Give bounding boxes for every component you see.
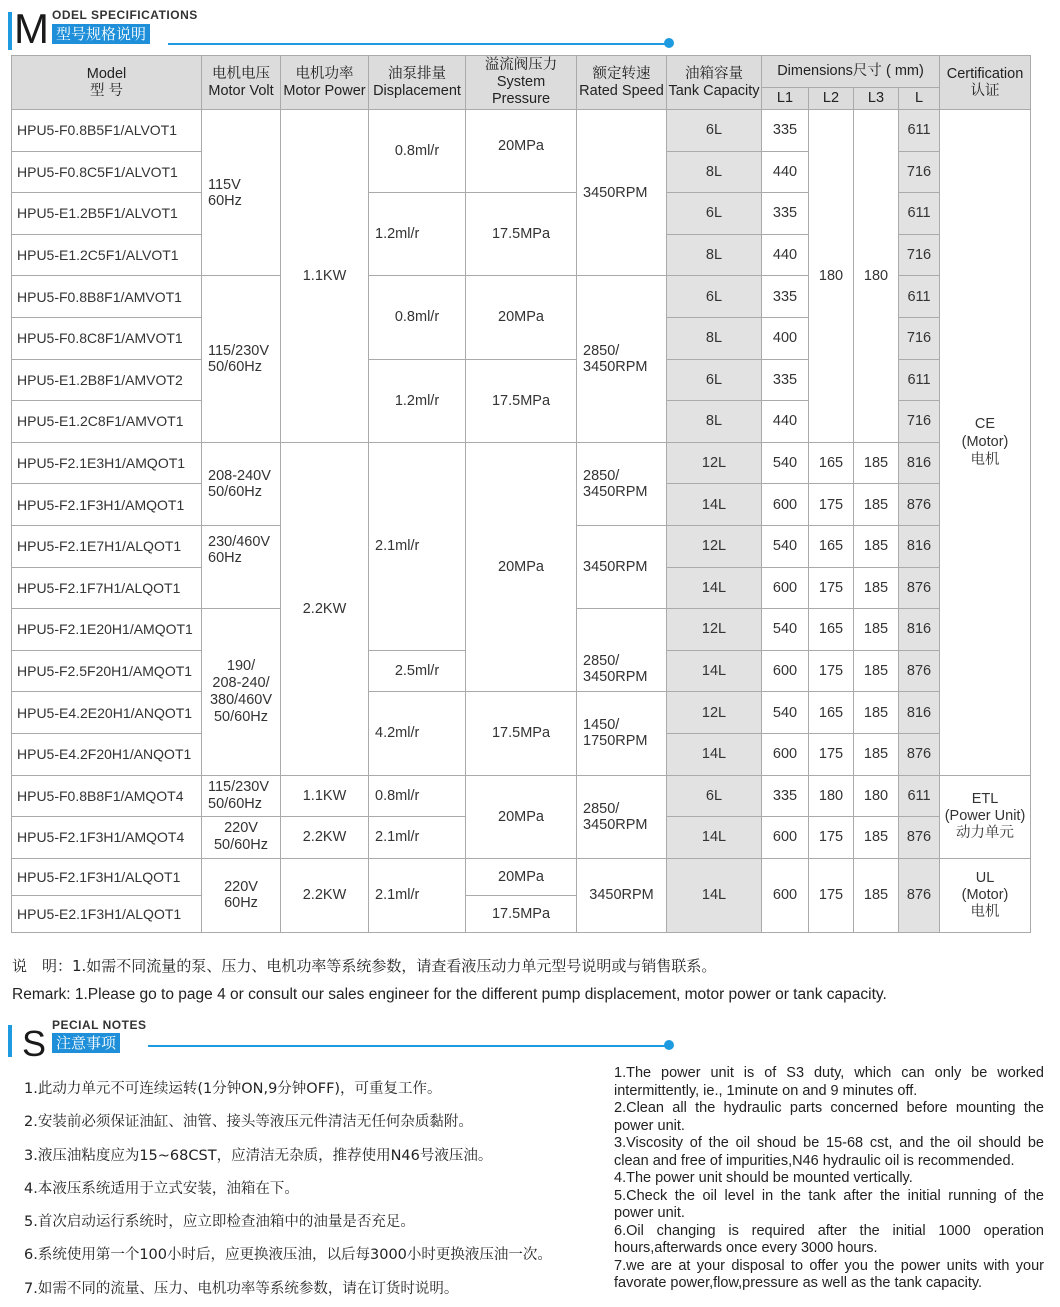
l1-cell: 600 <box>762 858 809 932</box>
notes-cn-list <box>24 1073 604 1306</box>
l3-cell: 185 <box>854 609 899 651</box>
th-tank-capacity: 油箱容量 Tank Capacity <box>667 56 762 110</box>
tank-cell: 14L <box>667 567 762 609</box>
power-cell: 2.2KW <box>281 817 369 859</box>
cert-cell: ETL (Power Unit) 动力单元 <box>940 775 1031 858</box>
model-cell: HPU5-E1.2C8F1/AMVOT1 <box>12 401 202 443</box>
remark-en: Remark: 1.Please go to page 4 or consult our sales engineer for the different pump displacement, motor power or tank capacity. <box>12 986 887 1003</box>
speed-cell: 3450RPM <box>577 110 667 276</box>
l1-cell: 440 <box>762 401 809 443</box>
l2-cell: 180 <box>809 775 854 817</box>
l2-cell: 175 <box>809 817 854 859</box>
l-cell: 716 <box>899 317 940 359</box>
l3-cell: 185 <box>854 733 899 775</box>
l2-cell: 165 <box>809 442 854 484</box>
l-cell: 876 <box>899 567 940 609</box>
pressure-cell: 17.5MPa <box>466 895 577 932</box>
header-title-cn: 型号规格说明 <box>52 24 150 44</box>
header-initial-letter: S <box>22 1023 47 1064</box>
tank-cell: 6L <box>667 110 762 152</box>
model-cell: HPU5-F0.8C8F1/AMVOT1 <box>12 317 202 359</box>
l3-cell: 185 <box>854 525 899 567</box>
model-cell: HPU5-F0.8B5F1/ALVOT1 <box>12 110 202 152</box>
l-cell: 611 <box>899 775 940 817</box>
pressure-cell: 17.5MPa <box>466 692 577 775</box>
tank-cell: 12L <box>667 442 762 484</box>
l-cell: 876 <box>899 650 940 692</box>
header-subtitle: PECIAL NOTES <box>52 1018 147 1032</box>
list-item: 5.首次启动运行系统时，应立即检查油箱中的油量是否充足。 <box>24 1214 415 1231</box>
header-rule-dot <box>664 1040 674 1050</box>
tank-cell: 12L <box>667 525 762 567</box>
l-cell: 876 <box>899 817 940 859</box>
tank-cell: 6L <box>667 193 762 235</box>
l3-cell: 185 <box>854 858 899 932</box>
th-motor-volt: 电机电压 Motor Volt <box>202 56 281 110</box>
tank-cell: 12L <box>667 692 762 734</box>
l1-cell: 540 <box>762 442 809 484</box>
volt-cell: 220V 60Hz <box>202 858 281 932</box>
l3-cell: 185 <box>854 442 899 484</box>
spec-table <box>11 55 1031 933</box>
pressure-cell: 20MPa <box>466 276 577 359</box>
speed-cell: 2850/ 3450RPM <box>577 609 667 692</box>
disp-cell: 2.1ml/r <box>369 858 466 932</box>
disp-cell: 2.5ml/r <box>369 650 466 692</box>
list-item: 2.安装前必须保证油缸、油管、接头等液压元件清洁无任何杂质黏附。 <box>24 1114 473 1131</box>
l3-cell: 185 <box>854 817 899 859</box>
th-l: L <box>899 88 940 110</box>
l-cell: 716 <box>899 151 940 193</box>
tank-cell: 12L <box>667 609 762 651</box>
list-item: 6.Oil changing is required after the initial 1000 operation hours,afterwards once every 3000 hours. <box>614 1222 1044 1256</box>
model-cell: HPU5-F2.1E3H1/AMQOT1 <box>12 442 202 484</box>
power-cell: 1.1KW <box>281 110 369 443</box>
th-l3: L3 <box>854 88 899 110</box>
header-accent-bar <box>8 12 12 50</box>
tank-cell: 8L <box>667 151 762 193</box>
model-cell: HPU5-F2.1E7H1/ALQOT1 <box>12 525 202 567</box>
l1-cell: 600 <box>762 484 809 526</box>
model-cell: HPU5-E4.2F20H1/ANQOT1 <box>12 733 202 775</box>
l3-cell: 180 <box>854 775 899 817</box>
table-row <box>12 442 1031 484</box>
tank-cell: 8L <box>667 401 762 443</box>
volt-cell: 220V 50/60Hz <box>202 817 281 859</box>
model-cell: HPU5-F2.1F7H1/ALQOT1 <box>12 567 202 609</box>
l1-cell: 600 <box>762 650 809 692</box>
l1-cell: 440 <box>762 151 809 193</box>
header-subtitle: ODEL SPECIFICATIONS <box>52 8 198 22</box>
list-item: 5.Check the oil level in the tank after the initial running of the power unit. <box>614 1187 1044 1221</box>
list-item: 3.Viscosity of the oil shoud be 15-68 cst, and the oil should be clean and free of impurities,N46 hydraulic oil is recommended. <box>614 1135 1044 1169</box>
th-model: Model 型 号 <box>12 56 202 110</box>
l1-cell: 600 <box>762 733 809 775</box>
pressure-cell: 20MPa <box>466 858 577 895</box>
disp-cell: 0.8ml/r <box>369 110 466 193</box>
model-cell: HPU5-F2.1F3H1/AMQOT4 <box>12 817 202 859</box>
l2-cell: 165 <box>809 692 854 734</box>
l2-cell: 165 <box>809 609 854 651</box>
speed-cell: 3450RPM <box>577 858 667 932</box>
l2-cell: 175 <box>809 858 854 932</box>
l-cell: 611 <box>899 110 940 152</box>
l3-cell: 185 <box>854 650 899 692</box>
l-cell: 816 <box>899 609 940 651</box>
th-dimensions: Dimensions尺寸 ( mm) <box>762 56 940 88</box>
l1-cell: 600 <box>762 567 809 609</box>
l3-cell: 185 <box>854 484 899 526</box>
header-rule <box>148 1045 668 1047</box>
tank-cell: 8L <box>667 234 762 276</box>
table-row <box>12 692 1031 734</box>
disp-cell: 4.2ml/r <box>369 692 466 775</box>
tank-cell: 14L <box>667 858 762 932</box>
model-cell: HPU5-F2.1E20H1/AMQOT1 <box>12 609 202 651</box>
tank-cell: 14L <box>667 484 762 526</box>
l-cell: 876 <box>899 484 940 526</box>
pressure-cell: 20MPa <box>466 775 577 858</box>
list-item: 7.we are at your disposal to offer you the power units with your favorate power,flow,pressure as well as the tank capacity. <box>614 1257 1044 1291</box>
model-cell: HPU5-F0.8C5F1/ALVOT1 <box>12 151 202 193</box>
l2-cell: 175 <box>809 733 854 775</box>
l1-cell: 335 <box>762 775 809 817</box>
list-item: 7.如需不同的流量、压力、电机功率等系统参数，请在订货时说明。 <box>24 1280 459 1297</box>
list-item: 4.The power unit should be mounted vertically. <box>614 1170 913 1186</box>
l3-cell: 180 <box>854 110 899 443</box>
l1-cell: 335 <box>762 276 809 318</box>
volt-cell: 230/460V 60Hz <box>202 525 281 608</box>
tank-cell: 6L <box>667 276 762 318</box>
tank-cell: 14L <box>667 817 762 859</box>
pressure-cell: 20MPa <box>466 110 577 193</box>
model-cell: HPU5-F2.1F3H1/AMQOT1 <box>12 484 202 526</box>
pressure-cell: 20MPa <box>466 442 577 692</box>
tank-cell: 8L <box>667 317 762 359</box>
l-cell: 716 <box>899 234 940 276</box>
l1-cell: 540 <box>762 609 809 651</box>
tank-cell: 14L <box>667 733 762 775</box>
speed-cell: 3450RPM <box>577 525 667 608</box>
l2-cell: 175 <box>809 567 854 609</box>
l2-cell: 175 <box>809 650 854 692</box>
model-cell: HPU5-E1.2B5F1/ALVOT1 <box>12 193 202 235</box>
model-cell: HPU5-E1.2C5F1/ALVOT1 <box>12 234 202 276</box>
volt-cell: 115V 60Hz <box>202 110 281 276</box>
pressure-cell: 17.5MPa <box>466 193 577 276</box>
th-displacement: 油泵排量 Displacement <box>369 56 466 110</box>
l-cell: 876 <box>899 733 940 775</box>
header-rule-dot <box>664 38 674 48</box>
l-cell: 611 <box>899 359 940 401</box>
l1-cell: 440 <box>762 234 809 276</box>
l1-cell: 335 <box>762 110 809 152</box>
tank-cell: 6L <box>667 775 762 817</box>
notes-en-list <box>614 1065 1044 1293</box>
l2-cell: 165 <box>809 525 854 567</box>
volt-cell: 115/230V 50/60Hz <box>202 276 281 442</box>
speed-cell: 2850/ 3450RPM <box>577 775 667 858</box>
model-cell: HPU5-E1.2B8F1/AMVOT2 <box>12 359 202 401</box>
list-item: 3.液压油粘度应为15~68CST，应清洁无杂质，推荐使用N46号液压油。 <box>24 1147 493 1164</box>
th-motor-power: 电机功率 Motor Power <box>281 56 369 110</box>
disp-cell: 1.2ml/r <box>369 359 466 442</box>
th-l2: L2 <box>809 88 854 110</box>
header-initial-letter: M <box>14 5 49 52</box>
header-title-cn: 注意事项 <box>52 1033 120 1053</box>
tank-cell: 14L <box>667 650 762 692</box>
l2-cell: 180 <box>809 110 854 443</box>
table-row <box>12 775 1031 817</box>
l-cell: 876 <box>899 858 940 932</box>
table-row <box>12 858 1031 895</box>
cert-cell: UL (Motor) 电机 <box>940 858 1031 932</box>
header-accent-bar <box>8 1025 12 1057</box>
l2-cell: 175 <box>809 484 854 526</box>
volt-cell: 190/ 208-240/ 380/460V 50/60Hz <box>202 609 281 775</box>
tank-cell: 6L <box>667 359 762 401</box>
l-cell: 611 <box>899 276 940 318</box>
th-rated-speed: 额定转速 Rated Speed <box>577 56 667 110</box>
model-cell: HPU5-F0.8B8F1/AMQOT4 <box>12 775 202 817</box>
l1-cell: 540 <box>762 525 809 567</box>
l3-cell: 185 <box>854 692 899 734</box>
l1-cell: 540 <box>762 692 809 734</box>
l-cell: 816 <box>899 525 940 567</box>
model-spec-header <box>8 6 688 52</box>
th-l1: L1 <box>762 88 809 110</box>
l-cell: 611 <box>899 193 940 235</box>
model-cell: HPU5-F2.5F20H1/AMQOT1 <box>12 650 202 692</box>
list-item: 1.The power unit is of S3 duty, which can only be worked intermittently, ie., 1minute on and 9 minutes off. <box>614 1065 1044 1099</box>
special-notes-header <box>8 1017 688 1063</box>
th-certification: Certification 认证 <box>940 56 1031 110</box>
l1-cell: 600 <box>762 817 809 859</box>
pressure-cell: 17.5MPa <box>466 359 577 442</box>
header-rule <box>168 43 668 45</box>
l1-cell: 400 <box>762 317 809 359</box>
power-cell: 2.2KW <box>281 442 369 775</box>
disp-cell: 2.1ml/r <box>369 442 466 650</box>
model-cell: HPU5-F0.8B8F1/AMVOT1 <box>12 276 202 318</box>
speed-cell: 2850/ 3450RPM <box>577 442 667 525</box>
l-cell: 716 <box>899 401 940 443</box>
remark-cn: 说 明：1.如需不同流量的泵、压力、电机功率等系统参数，请查看液压动力单元型号说明或与销售联系。 <box>12 957 717 975</box>
disp-cell: 0.8ml/r <box>369 276 466 359</box>
model-cell: HPU5-F2.1F3H1/ALQOT1 <box>12 858 202 895</box>
model-cell: HPU5-E4.2E20H1/ANQOT1 <box>12 692 202 734</box>
disp-cell: 1.2ml/r <box>369 193 466 276</box>
volt-cell: 208-240V 50/60Hz <box>202 442 281 525</box>
speed-cell: 2850/ 3450RPM <box>577 276 667 442</box>
table-row <box>12 110 1031 152</box>
l1-cell: 335 <box>762 193 809 235</box>
list-item: 1.此动力单元不可连续运转(1分钟ON,9分钟OFF)，可重复工作。 <box>24 1081 442 1097</box>
speed-cell: 1450/ 1750RPM <box>577 692 667 775</box>
l1-cell: 335 <box>762 359 809 401</box>
th-system-pressure: 溢流阀压力 System Pressure <box>466 56 577 110</box>
disp-cell: 0.8ml/r <box>369 775 466 817</box>
disp-cell: 2.1ml/r <box>369 817 466 859</box>
model-cell: HPU5-E2.1F3H1/ALQOT1 <box>12 895 202 932</box>
list-item: 6.系统使用第一个100小时后，应更换液压油，以后每3000小时更换液压油一次。 <box>24 1247 552 1264</box>
cert-cell: CE (Motor) 电机 <box>940 110 1031 776</box>
l-cell: 816 <box>899 442 940 484</box>
power-cell: 1.1KW <box>281 775 369 817</box>
list-item: 2.Clean all the hydraulic parts concerned before mounting the power unit. <box>614 1100 1044 1134</box>
volt-cell: 115/230V 50/60Hz <box>202 775 281 817</box>
l-cell: 816 <box>899 692 940 734</box>
l3-cell: 185 <box>854 567 899 609</box>
list-item: 4.本液压系统适用于立式安装，油箱在下。 <box>24 1180 299 1197</box>
power-cell: 2.2KW <box>281 858 369 932</box>
